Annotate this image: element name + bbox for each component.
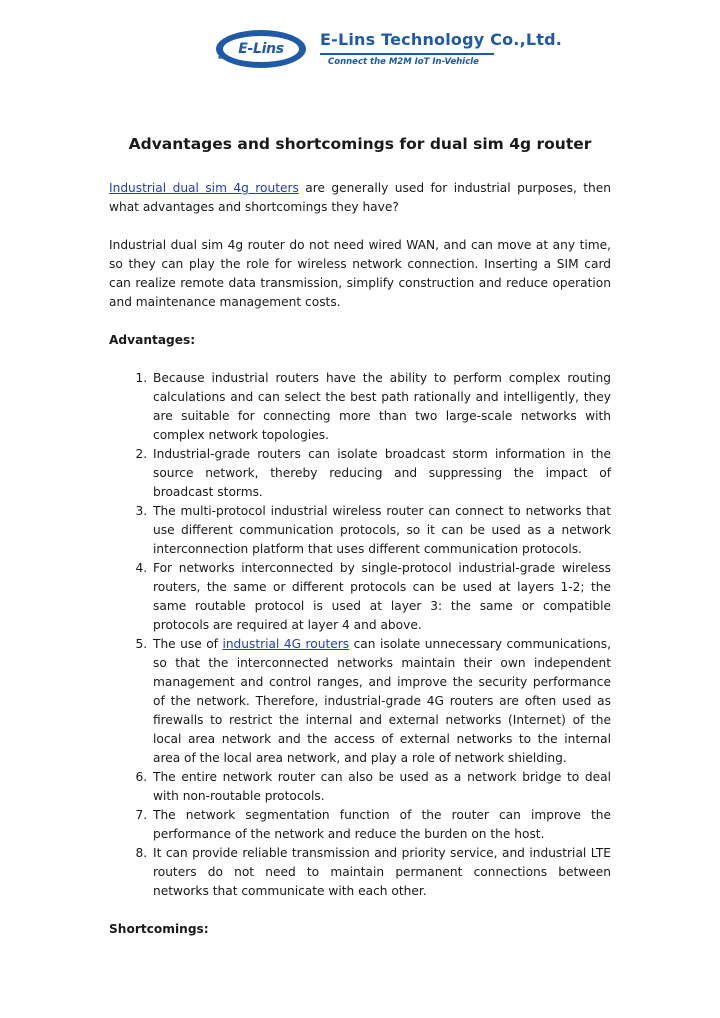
list-item bbox=[151, 369, 611, 445]
advantages-list bbox=[109, 369, 611, 901]
list-item bbox=[151, 768, 611, 806]
intro-text: are generally used for industrial purposes, then what advantages and shortcomings they have? bbox=[109, 181, 611, 214]
document-title: Advantages and shortcomings for dual sim 4g router bbox=[128, 135, 592, 153]
list-item-text: It can provide reliable transmission and priority service, and industrial LTE routers do not need to maintain permanent connections between networks that communicate with each other. bbox=[153, 846, 611, 898]
list-item-text: The use of bbox=[153, 637, 223, 651]
list-item-text: can isolate unnecessary communications, so that the interconnected networks maintain their own independent management and control ranges, and improve the security performance of the network. Therefore, industrial-grade 4G routers are often used as firewalls to restrict the internal and external networks (Internet) of the local area network and the access of external networks to the internal area of the local area network, and play a role of network shielding. bbox=[153, 637, 612, 765]
list-item bbox=[151, 844, 611, 901]
list-item bbox=[151, 559, 611, 635]
industrial-dual-sim-link[interactable]: Industrial dual sim 4g routers bbox=[109, 181, 299, 195]
list-item-text: For networks interconnected by single-protocol industrial-grade wireless routers, the same or different protocols can be used at layers 1-2; the same routable protocol is used at layer 3: the same or compatible protocols are required at layer 4 and above. bbox=[153, 561, 611, 632]
list-item-text: The network segmentation function of the router can improve the performance of the network and reduce the burden on the host. bbox=[153, 808, 611, 841]
industrial-4g-routers-link[interactable]: industrial 4G routers bbox=[222, 637, 350, 651]
list-item bbox=[151, 806, 611, 844]
logo-text: E-Lins bbox=[238, 41, 284, 57]
company-tagline: Connect the M2M IoT In-Vehicle bbox=[328, 57, 479, 67]
company-header bbox=[216, 24, 563, 74]
list-item bbox=[151, 502, 611, 559]
list-item-text: Because industrial routers have the ability to perform complex routing calculations and can select the best path rationally and intelligently, they are suitable for connecting more than two large-scale networks with complex network topologies. bbox=[153, 371, 611, 442]
company-name: E-Lins Technology Co.,Ltd. bbox=[320, 30, 563, 49]
advantages-heading: Advantages: bbox=[109, 333, 196, 347]
overview-paragraph: Industrial dual sim 4g router do not need wired WAN, and can move at any time, so they can play the role for wireless network connection. Inserting a SIM card can realize remote data transmission, simplify construction and reduce operation and maintenance management costs. bbox=[109, 238, 611, 309]
document-body bbox=[109, 133, 611, 958]
list-item-text: The multi-protocol industrial wireless router can connect to networks that use different communication protocols, so it can be used as a network interconnection platform that uses different communication protocols. bbox=[153, 504, 611, 556]
intro-paragraph bbox=[109, 179, 611, 217]
list-item-text: The entire network router can also be used as a network bridge to deal with non-routable protocols. bbox=[153, 770, 611, 803]
logo-badge-inner bbox=[223, 36, 299, 62]
header-divider bbox=[320, 53, 494, 55]
list-item bbox=[151, 445, 611, 502]
shortcomings-heading: Shortcomings: bbox=[109, 922, 209, 936]
company-logo bbox=[216, 30, 306, 68]
list-item-text: Industrial-grade routers can isolate broadcast storm information in the source network, thereby reducing and suppressing the impact of broadcast storms. bbox=[153, 447, 611, 499]
list-item bbox=[151, 635, 611, 768]
